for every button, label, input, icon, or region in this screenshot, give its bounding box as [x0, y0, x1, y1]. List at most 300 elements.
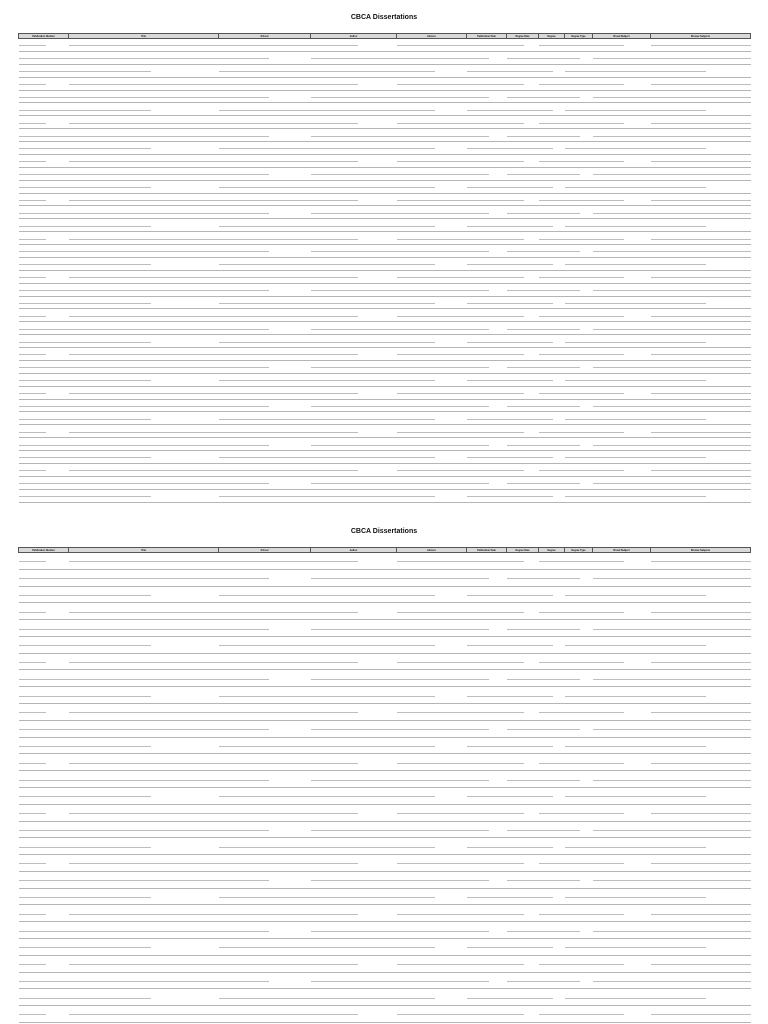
- unreadable-text-line: [19, 931, 69, 932]
- unreadable-text-line: [565, 746, 593, 747]
- unreadable-text-line: [69, 432, 219, 433]
- column-header-degree-date: Degree Date: [507, 548, 539, 553]
- unreadable-text-line: [311, 780, 397, 781]
- table-cell: [69, 193, 219, 206]
- unreadable-text-line: [593, 354, 625, 355]
- unreadable-text-line: [565, 1014, 593, 1015]
- table-cell: [651, 821, 751, 838]
- table-cell: [467, 39, 507, 52]
- table-cell: [19, 167, 69, 180]
- unreadable-text-line: [69, 200, 219, 201]
- unreadable-text-line: [539, 445, 565, 446]
- table-cell: [311, 905, 397, 922]
- unreadable-text-line: [507, 729, 539, 730]
- table-cell: [565, 838, 593, 855]
- unreadable-text-line: [311, 796, 397, 797]
- unreadable-text-line: [19, 251, 69, 252]
- table-cell: [507, 322, 539, 335]
- table-cell: [311, 335, 397, 348]
- table-cell: [19, 245, 69, 258]
- unreadable-text-line: [19, 880, 69, 881]
- unreadable-text-line: [19, 679, 69, 680]
- unreadable-text-line: [593, 432, 625, 433]
- table-cell: [397, 855, 467, 872]
- table-cell: [69, 116, 219, 129]
- unreadable-text-line: [467, 123, 507, 124]
- unreadable-text-line: [651, 595, 706, 596]
- unreadable-text-line: [19, 746, 69, 747]
- column-header-broad-subject: Broad Subject: [593, 34, 651, 39]
- unreadable-text-line: [593, 213, 651, 214]
- unreadable-text-line: [467, 914, 507, 915]
- table-cell: [19, 154, 69, 167]
- unreadable-text-line: [593, 780, 651, 781]
- unreadable-text-line: [593, 629, 651, 630]
- column-header-author: Author: [311, 548, 397, 553]
- unreadable-text-line: [219, 367, 270, 368]
- table-row: [19, 386, 751, 399]
- table-cell: [397, 180, 467, 193]
- unreadable-text-line: [593, 457, 651, 458]
- table-cell: [507, 270, 539, 283]
- unreadable-text-line: [219, 880, 270, 881]
- table-cell: [467, 180, 507, 193]
- unreadable-text-line: [19, 290, 69, 291]
- table-cell: [311, 586, 397, 603]
- table-cell: [219, 129, 311, 142]
- unreadable-text-line: [651, 367, 751, 368]
- unreadable-text-line: [397, 239, 467, 240]
- table-cell: [397, 871, 467, 888]
- unreadable-text-line: [397, 662, 467, 663]
- table-cell: [19, 64, 69, 77]
- table-cell: [507, 193, 539, 206]
- table-cell: [69, 938, 219, 955]
- unreadable-text-line: [593, 393, 625, 394]
- table-cell: [19, 922, 69, 939]
- table-cell: [651, 232, 751, 245]
- table-cell: [593, 309, 651, 322]
- table-row: [19, 737, 751, 754]
- table-row: [19, 77, 751, 90]
- table-cell: [397, 603, 467, 620]
- unreadable-text-line: [507, 354, 525, 355]
- table-cell: [507, 180, 539, 193]
- unreadable-text-line: [219, 696, 311, 697]
- unreadable-text-line: [467, 796, 507, 797]
- table-cell: [219, 193, 311, 206]
- table-cell: [467, 476, 507, 489]
- unreadable-text-line: [19, 58, 69, 59]
- table-cell: [539, 348, 565, 361]
- table-cell: [219, 463, 311, 476]
- unreadable-text-line: [311, 264, 397, 265]
- table-cell: [467, 360, 507, 373]
- unreadable-text-line: [593, 696, 651, 697]
- table-row: [19, 322, 751, 335]
- table-cell: [593, 142, 651, 155]
- table-cell: [19, 754, 69, 771]
- unreadable-text-line: [539, 303, 553, 304]
- table-cell: [311, 620, 397, 637]
- unreadable-text-line: [69, 174, 219, 175]
- unreadable-text-line: [593, 796, 651, 797]
- table-cell: [69, 90, 219, 103]
- table-cell: [219, 620, 311, 637]
- unreadable-text-line: [507, 161, 525, 162]
- table-cell: [539, 219, 565, 232]
- unreadable-text-line: [219, 393, 311, 394]
- table-cell: [19, 451, 69, 464]
- unreadable-text-line: [219, 763, 311, 764]
- table-cell: [19, 704, 69, 721]
- unreadable-text-line: [467, 290, 489, 291]
- unreadable-text-line: [539, 914, 565, 915]
- unreadable-text-line: [69, 148, 152, 149]
- unreadable-text-line: [69, 780, 219, 781]
- unreadable-text-line: [507, 712, 525, 713]
- unreadable-text-line: [651, 406, 751, 407]
- unreadable-text-line: [397, 45, 467, 46]
- table-cell: [467, 972, 507, 989]
- table-cell: [467, 653, 507, 670]
- unreadable-text-line: [539, 847, 553, 848]
- table-cell: [539, 938, 565, 955]
- unreadable-text-line: [651, 947, 706, 948]
- unreadable-text-line: [467, 578, 489, 579]
- unreadable-text-line: [565, 863, 593, 864]
- unreadable-text-line: [507, 847, 539, 848]
- unreadable-text-line: [311, 419, 397, 420]
- unreadable-text-line: [651, 629, 751, 630]
- table-cell: [507, 972, 539, 989]
- table-cell: [507, 232, 539, 245]
- table-cell: [565, 322, 593, 335]
- table-cell: [593, 653, 651, 670]
- unreadable-text-line: [651, 226, 706, 227]
- unreadable-text-line: [69, 239, 219, 240]
- unreadable-text-line: [467, 998, 507, 999]
- unreadable-text-line: [397, 931, 467, 932]
- table-cell: [651, 804, 751, 821]
- table-cell: [593, 553, 651, 570]
- column-header-publication-number: Publication Number: [19, 548, 69, 553]
- unreadable-text-line: [19, 136, 69, 137]
- table-cell: [69, 245, 219, 258]
- table-cell: [593, 129, 651, 142]
- unreadable-text-line: [539, 696, 553, 697]
- unreadable-text-line: [539, 136, 565, 137]
- unreadable-text-line: [311, 123, 358, 124]
- unreadable-text-line: [565, 981, 580, 982]
- table-cell: [565, 804, 593, 821]
- table-cell: [593, 154, 651, 167]
- table-cell: [397, 754, 467, 771]
- unreadable-text-line: [507, 239, 525, 240]
- table-cell: [651, 51, 751, 64]
- table-cell: [593, 955, 651, 972]
- table-cell: [467, 77, 507, 90]
- unreadable-text-line: [651, 863, 751, 864]
- table-cell: [467, 219, 507, 232]
- table-cell: [19, 348, 69, 361]
- table-cell: [311, 167, 397, 180]
- unreadable-text-line: [507, 367, 539, 368]
- table-cell: [539, 687, 565, 704]
- table-cell: [311, 989, 397, 1006]
- unreadable-text-line: [593, 226, 651, 227]
- unreadable-text-line: [467, 316, 507, 317]
- table-cell: [467, 586, 507, 603]
- table-cell: [565, 116, 593, 129]
- unreadable-text-line: [19, 303, 69, 304]
- unreadable-text-line: [311, 239, 358, 240]
- unreadable-text-line: [219, 595, 311, 596]
- table-cell: [539, 270, 565, 283]
- unreadable-text-line: [467, 662, 507, 663]
- unreadable-text-line: [69, 662, 219, 663]
- unreadable-text-line: [397, 367, 467, 368]
- table-cell: [397, 653, 467, 670]
- table-cell: [539, 412, 565, 425]
- table-cell: [219, 309, 311, 322]
- table-cell: [539, 620, 565, 637]
- unreadable-text-line: [311, 303, 397, 304]
- unreadable-text-line: [593, 380, 651, 381]
- table-cell: [19, 90, 69, 103]
- unreadable-text-line: [69, 1014, 219, 1015]
- unreadable-text-line: [219, 161, 311, 162]
- table-cell: [311, 386, 397, 399]
- unreadable-text-line: [507, 897, 539, 898]
- unreadable-text-line: [311, 645, 397, 646]
- unreadable-text-line: [69, 303, 152, 304]
- table-cell: [565, 1006, 593, 1023]
- table-cell: [397, 771, 467, 788]
- unreadable-text-line: [219, 981, 270, 982]
- unreadable-text-line: [397, 432, 467, 433]
- table-cell: [311, 463, 397, 476]
- table-row: [19, 142, 751, 155]
- table-cell: [467, 553, 507, 570]
- table-cell: [651, 553, 751, 570]
- table-cell: [19, 787, 69, 804]
- table-cell: [507, 720, 539, 737]
- unreadable-text-line: [311, 406, 397, 407]
- table-cell: [507, 855, 539, 872]
- table-cell: [565, 412, 593, 425]
- table-cell: [397, 39, 467, 52]
- table-cell: [651, 720, 751, 737]
- table-cell: [651, 322, 751, 335]
- unreadable-text-line: [565, 213, 580, 214]
- table-cell: [507, 737, 539, 754]
- table-cell: [467, 888, 507, 905]
- table-cell: [397, 720, 467, 737]
- table-cell: [219, 938, 311, 955]
- unreadable-text-line: [219, 796, 311, 797]
- unreadable-text-line: [219, 712, 311, 713]
- unreadable-text-line: [397, 71, 436, 72]
- table-row: [19, 489, 751, 502]
- unreadable-text-line: [219, 110, 311, 111]
- unreadable-text-line: [593, 316, 625, 317]
- unreadable-text-line: [311, 763, 358, 764]
- unreadable-text-line: [219, 432, 311, 433]
- table-cell: [565, 373, 593, 386]
- table-cell: [19, 270, 69, 283]
- table-cell: [69, 553, 219, 570]
- unreadable-text-line: [19, 947, 69, 948]
- table-cell: [467, 103, 507, 116]
- table-row: [19, 360, 751, 373]
- unreadable-text-line: [467, 880, 489, 881]
- column-header-publication-date: Publication Date: [467, 34, 507, 39]
- unreadable-text-line: [19, 432, 47, 433]
- table-cell: [651, 154, 751, 167]
- table-cell: [565, 670, 593, 687]
- table-cell: [507, 704, 539, 721]
- unreadable-text-line: [565, 342, 593, 343]
- unreadable-text-line: [397, 813, 467, 814]
- table-cell: [467, 603, 507, 620]
- unreadable-text-line: [467, 470, 507, 471]
- unreadable-text-line: [593, 136, 651, 137]
- table-cell: [19, 193, 69, 206]
- unreadable-text-line: [651, 200, 751, 201]
- table-cell: [467, 620, 507, 637]
- table-cell: [219, 955, 311, 972]
- table-cell: [219, 335, 311, 348]
- table-cell: [69, 154, 219, 167]
- unreadable-text-line: [397, 696, 436, 697]
- table-cell: [565, 855, 593, 872]
- unreadable-text-line: [467, 367, 489, 368]
- table-cell: [397, 373, 467, 386]
- table-cell: [19, 804, 69, 821]
- unreadable-text-line: [651, 662, 751, 663]
- table-cell: [397, 245, 467, 258]
- table-cell: [397, 90, 467, 103]
- table-cell: [507, 412, 539, 425]
- unreadable-text-line: [69, 830, 219, 831]
- unreadable-text-line: [311, 981, 397, 982]
- unreadable-text-line: [565, 58, 580, 59]
- unreadable-text-line: [219, 847, 311, 848]
- unreadable-text-line: [219, 470, 311, 471]
- unreadable-text-line: [651, 380, 706, 381]
- unreadable-text-line: [507, 981, 539, 982]
- table-row: [19, 270, 751, 283]
- unreadable-text-line: [69, 595, 152, 596]
- table-cell: [311, 116, 397, 129]
- unreadable-text-line: [539, 239, 565, 240]
- table-cell: [19, 283, 69, 296]
- unreadable-text-line: [467, 897, 507, 898]
- table-cell: [19, 1006, 69, 1023]
- table-cell: [467, 737, 507, 754]
- unreadable-text-line: [69, 251, 219, 252]
- table-row: [19, 206, 751, 219]
- unreadable-text-line: [651, 445, 751, 446]
- unreadable-text-line: [507, 496, 539, 497]
- unreadable-text-line: [397, 629, 467, 630]
- table-cell: [69, 180, 219, 193]
- unreadable-text-line: [397, 1014, 467, 1015]
- unreadable-text-line: [539, 496, 553, 497]
- table-cell: [593, 989, 651, 1006]
- table-cell: [397, 309, 467, 322]
- table-cell: [651, 938, 751, 955]
- table-cell: [19, 386, 69, 399]
- table-cell: [593, 754, 651, 771]
- unreadable-text-line: [539, 354, 565, 355]
- unreadable-text-line: [219, 863, 311, 864]
- unreadable-text-line: [69, 998, 152, 999]
- unreadable-text-line: [539, 931, 565, 932]
- unreadable-text-line: [651, 161, 751, 162]
- table-cell: [507, 116, 539, 129]
- table-cell: [311, 399, 397, 412]
- unreadable-text-line: [593, 251, 651, 252]
- unreadable-text-line: [593, 483, 651, 484]
- unreadable-text-line: [539, 148, 553, 149]
- unreadable-text-line: [69, 880, 219, 881]
- table-cell: [593, 905, 651, 922]
- table-cell: [507, 90, 539, 103]
- table-cell: [565, 938, 593, 955]
- table-cell: [593, 193, 651, 206]
- table-cell: [397, 348, 467, 361]
- table-cell: [593, 39, 651, 52]
- unreadable-text-line: [19, 830, 69, 831]
- table-cell: [565, 586, 593, 603]
- table-cell: [397, 386, 467, 399]
- table-cell: [397, 905, 467, 922]
- table-cell: [539, 283, 565, 296]
- table-cell: [565, 451, 593, 464]
- table-cell: [507, 296, 539, 309]
- unreadable-text-line: [467, 712, 507, 713]
- unreadable-text-line: [311, 290, 397, 291]
- unreadable-text-line: [593, 45, 625, 46]
- unreadable-text-line: [467, 277, 507, 278]
- table-cell: [467, 154, 507, 167]
- table-cell: [565, 309, 593, 322]
- unreadable-text-line: [311, 830, 397, 831]
- unreadable-text-line: [69, 316, 219, 317]
- unreadable-text-line: [651, 847, 706, 848]
- table-cell: [397, 804, 467, 821]
- unreadable-text-line: [651, 763, 751, 764]
- unreadable-text-line: [311, 679, 397, 680]
- table-row: [19, 989, 751, 1006]
- page-title: CBCA Dissertations: [350, 528, 418, 535]
- unreadable-text-line: [651, 136, 751, 137]
- unreadable-text-line: [565, 729, 580, 730]
- unreadable-text-line: [539, 897, 553, 898]
- table-cell: [467, 704, 507, 721]
- unreadable-text-line: [507, 445, 539, 446]
- unreadable-text-line: [397, 981, 467, 982]
- table-cell: [565, 270, 593, 283]
- unreadable-text-line: [397, 483, 467, 484]
- unreadable-text-line: [593, 746, 651, 747]
- table-cell: [467, 489, 507, 502]
- unreadable-text-line: [467, 847, 507, 848]
- unreadable-text-line: [69, 45, 219, 46]
- unreadable-text-line: [219, 200, 311, 201]
